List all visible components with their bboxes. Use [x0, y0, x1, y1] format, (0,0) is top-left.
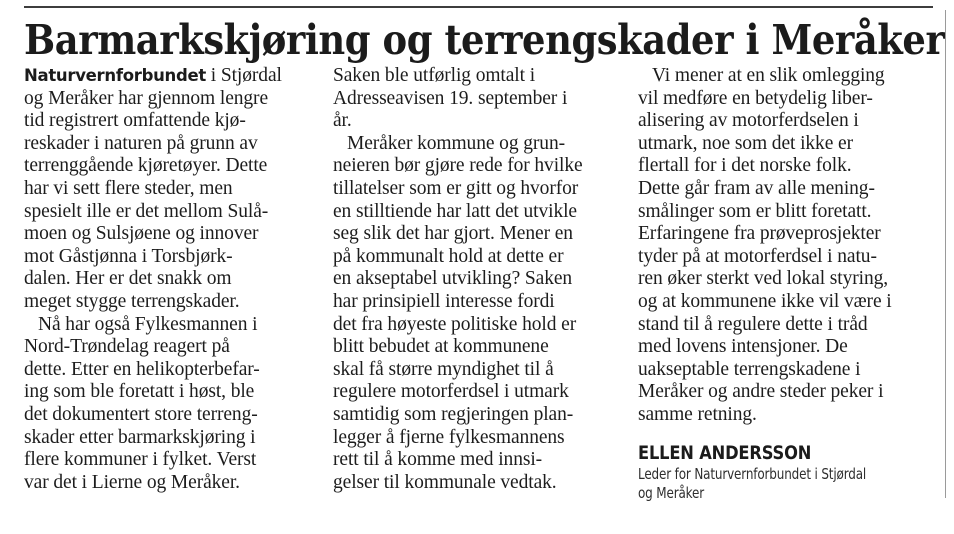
byline-role-line: og Meråker: [638, 484, 705, 502]
article-line: mot Gåstjønna i Torsbjørk-: [24, 245, 233, 267]
article-line: flere kommuner i fylket. Verst: [24, 449, 257, 471]
article-line: det dokumentert store terreng-: [24, 403, 258, 425]
article-line: skader etter barmarkskjøring i: [24, 426, 256, 448]
lead-in-word: Naturvernforbundet: [24, 66, 206, 85]
article-line: samme retning.: [638, 403, 757, 425]
article-line: uakseptable terrengskadene i: [638, 358, 861, 380]
article-line: tillatelser som er gitt og hvorfor: [333, 177, 579, 199]
column-2-lines: [333, 65, 633, 494]
article-line: terrenggående kjøretøyer. Dette: [24, 155, 268, 177]
article-line: skal få større myndighet til å: [333, 358, 554, 380]
top-divider-rule: [24, 6, 933, 8]
article-line: år.: [333, 110, 352, 132]
article-line: rett til å komme med innsi-: [333, 449, 543, 471]
article-line: Vi mener at en slik omlegging: [652, 65, 885, 86]
article-line: Meråker kommune og grun-: [347, 132, 565, 154]
article-line: flertall for i det norske folk.: [638, 155, 852, 177]
article-line: en akseptabel utvikling? Saken: [333, 268, 573, 290]
article-line: stand til å regulere dette i tråd: [638, 313, 868, 335]
article-line: meget stygge terrengskader.: [24, 290, 240, 312]
article-line: har prinsipiell interesse fordi: [333, 290, 555, 312]
article-line: moen og Sulsjøene og innover: [24, 223, 259, 245]
article-line: regulere motorferdsel i utmark: [333, 381, 569, 403]
article-line: tid registrert omfattende kjø-: [24, 110, 246, 132]
article-line: utmark, noe som det ikke er: [638, 132, 853, 154]
article-line: dette. Etter en helikopterbefar-: [24, 358, 260, 380]
column-3-lines: [638, 65, 938, 427]
article-column-3: [638, 65, 938, 504]
article-line: det fra høyeste politiske hold er: [333, 313, 577, 335]
article-headline: Barmarkskjøring og terrengskader i Meråker: [24, 16, 945, 64]
article-line: vil medføre en betydelig liber-: [638, 87, 873, 109]
article-line: smålinger som er blitt foretatt.: [638, 200, 872, 222]
article-line: alisering av motorferdselen i: [638, 110, 859, 132]
article-line: Nå har også Fylkesmannen i: [38, 313, 258, 335]
byline: [638, 443, 938, 504]
article-column-2: [333, 65, 633, 494]
article-line: Meråker og andre steder peker i: [638, 381, 884, 403]
article-line: en stilltiende har latt det utvikle: [333, 200, 577, 222]
byline-role-line: Leder for Naturvernforbundet i Stjørdal: [638, 464, 867, 483]
article-line: neieren bør gjøre rede for hvilke: [333, 155, 583, 177]
article-line: og at kommunene ikke vil være i: [638, 290, 892, 312]
article-line: spesielt ille er det mellom Sulå-: [24, 200, 269, 222]
article-line: Dette går fram av alle mening-: [638, 177, 875, 199]
article-line: Nord-Trøndelag reagert på: [24, 336, 230, 358]
article-line: var det i Lierne og Meråker.: [24, 471, 240, 493]
article-line: Erfaringene fra prøveprosjekter: [638, 223, 881, 245]
article-line: har vi sett flere steder, men: [24, 177, 233, 199]
article-line: legger å fjerne fylkesmannens: [333, 426, 565, 448]
article-line: tyder på at motorferdsel i natu-: [638, 245, 877, 267]
article-line: ren øker sterkt ved lokal styring,: [638, 268, 889, 290]
article-line: gelser til kommunale vedtak.: [333, 471, 557, 493]
column-1-lines: [24, 65, 324, 494]
article-line: dalen. Her er det snakk om: [24, 268, 232, 290]
article-line: med lovens intensjoner. De: [638, 336, 848, 358]
article-line: Adresseavisen 19. september i: [333, 87, 568, 109]
article-line: Naturvernforbundet i Stjørdal: [24, 65, 282, 86]
article-line: på kommunalt hold at dette er: [333, 245, 564, 267]
article-line: seg slik det har gjort. Mener en: [333, 223, 573, 245]
article-line: samtidig som regjeringen plan-: [333, 403, 574, 425]
article-line: reskader i naturen på grunn av: [24, 132, 258, 154]
article-line: ing som ble foretatt i høst, ble: [24, 381, 255, 403]
right-column-rule: [945, 10, 946, 498]
article-line: Saken ble utførlig omtalt i: [333, 65, 536, 86]
article-line: og Meråker har gjennom lengre: [24, 87, 269, 109]
article-column-1: [24, 65, 324, 494]
byline-author-name: ELLEN ANDERSSON: [638, 442, 812, 464]
article-line: blitt bebudet at kommunene: [333, 336, 549, 358]
